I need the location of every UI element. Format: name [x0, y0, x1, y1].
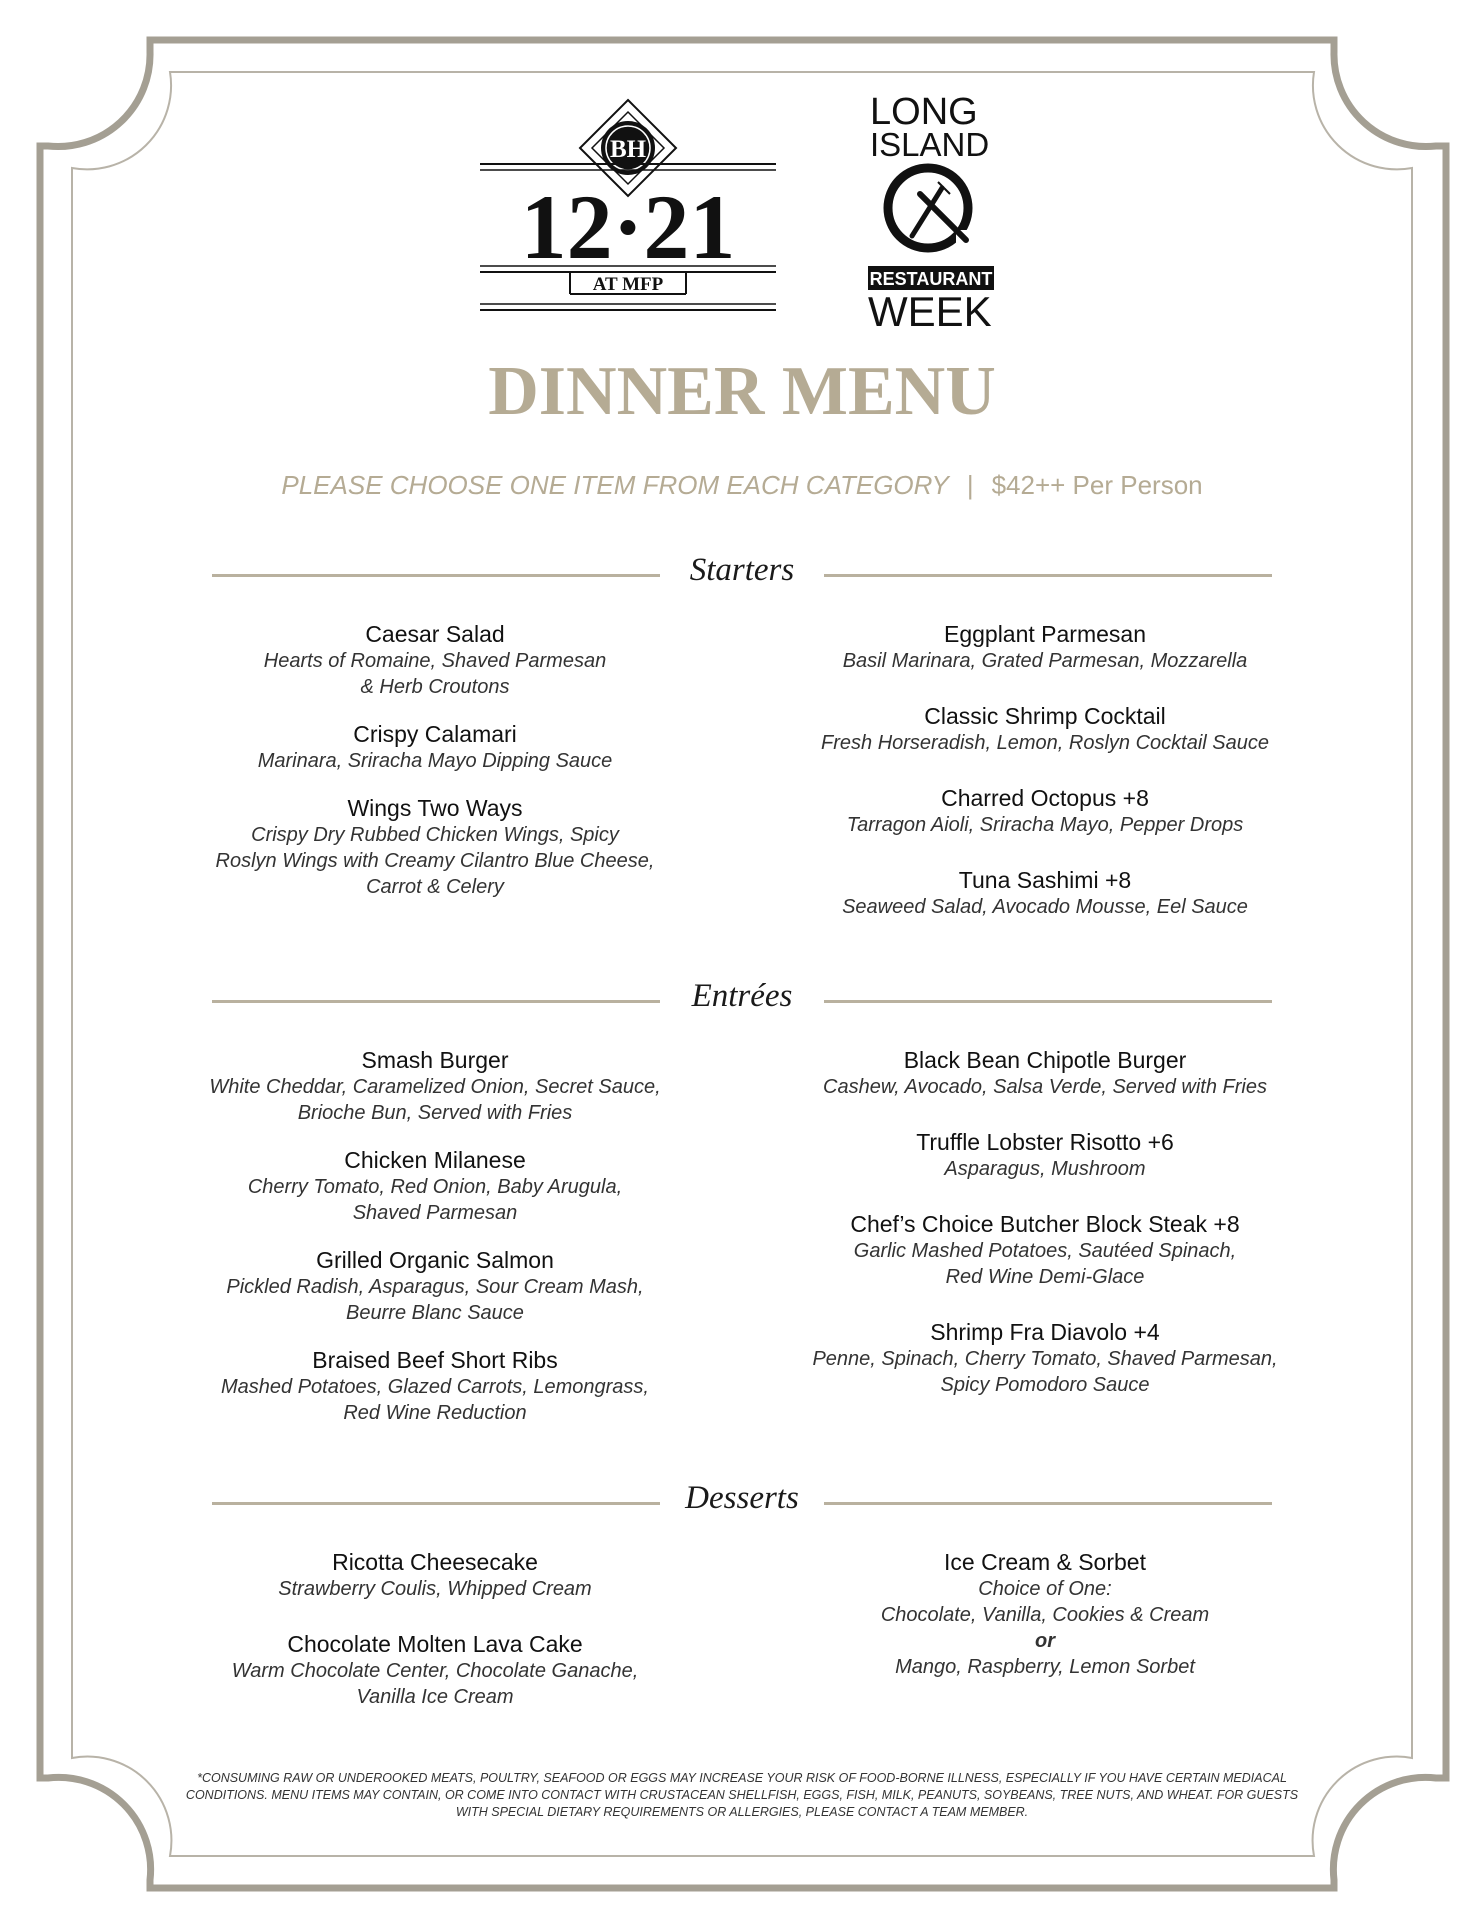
item-description: Tarragon Aioli, Sriracha Mayo, Pepper Drops — [846, 814, 1244, 836]
item-description: Fresh Horseradish, Lemon, Roslyn Cocktail Sauce — [821, 732, 1269, 754]
logo-tagline: AT MFP — [592, 274, 664, 295]
item-name: Eggplant Parmesan — [943, 621, 1146, 647]
item-name: Smash Burger — [361, 1047, 509, 1073]
menu-item — [800, 866, 1290, 920]
subtitle-separator: | — [966, 470, 974, 500]
menu-item — [190, 1246, 680, 1326]
item-name: Wings Two Ways — [347, 795, 523, 821]
item-name: Caesar Salad — [365, 621, 505, 647]
item-description: Hearts of Romaine, Shaved Parmesan — [263, 650, 607, 672]
item-description: Mashed Potatoes, Glazed Carrots, Lemongrass, — [221, 1376, 649, 1398]
item-description: Cherry Tomato, Red Onion, Baby Arugula, — [247, 1176, 623, 1198]
item-description: Vanilla Ice Cream — [356, 1686, 514, 1708]
item-description: Strawberry Coulis, Whipped Cream — [278, 1578, 592, 1600]
item-name: Crispy Calamari — [353, 721, 517, 747]
item-name: Ricotta Cheesecake — [332, 1549, 538, 1575]
divider-rule — [824, 1000, 1272, 1003]
divider-rule — [824, 574, 1272, 577]
item-description: Carrot & Celery — [366, 876, 504, 898]
menu-item — [800, 784, 1290, 838]
section-title: Entrées — [691, 978, 793, 1014]
item-description: Crispy Dry Rubbed Chicken Wings, Spicy — [251, 824, 619, 846]
allergy-disclaimer: *CONSUMING RAW OR UNDEROOKED MEATS, POULTRY, SEAFOOD OR EGGS MAY INCREASE YOUR RISK OF FOOD-BORNE ILLNESS, ESPECIALLY IF YOU HAVE CERTAIN MEDIACAL CONDITIONS. MENU ITEMS MAY CONTAIN, OR COME INTO CONTACT WITH CRUSTACEAN SHELLFISH, EGGS, FISH, MILK, PEANUTS, SOYBEANS, TREE NUTS, AND WHEAT. FOR GUESTS WITH SPECIAL DIETARY REQUIREMENTS OR ALLERGIES, PLEASE CONTACT A TEAM MEMBER. — [185, 1771, 1299, 1819]
item-name: Truffle Lobster Risotto +6 — [916, 1129, 1174, 1155]
item-name: Chocolate Molten Lava Cake — [287, 1631, 583, 1657]
fork-knife-icon — [888, 168, 978, 248]
menu-item — [190, 1046, 680, 1126]
page-title: DINNER MENU — [488, 353, 996, 430]
logo-badge: RESTAURANT — [869, 269, 993, 289]
item-name: Grilled Organic Salmon — [316, 1247, 554, 1273]
item-name: Black Bean Chipotle Burger — [903, 1047, 1187, 1073]
item-description: Penne, Spinach, Cherry Tomato, Shaved Parmesan, — [812, 1348, 1278, 1370]
item-description-or: or — [1035, 1630, 1055, 1652]
menu-item — [800, 620, 1290, 674]
item-description: & Herb Croutons — [360, 676, 510, 698]
item-name: Braised Beef Short Ribs — [312, 1347, 558, 1373]
item-description: Shaved Parmesan — [352, 1202, 518, 1224]
section-header-desserts — [212, 1480, 1272, 1524]
item-name: Charred Octopus +8 — [941, 785, 1149, 811]
restaurant-week-logo — [868, 90, 998, 330]
logo-long: LONG — [870, 91, 978, 133]
item-name: Classic Shrimp Cocktail — [924, 703, 1166, 729]
item-description: Pickled Radish, Asparagus, Sour Cream Mash, — [226, 1276, 644, 1298]
price-per-person: $42++ Per Person — [991, 470, 1203, 500]
logo-area — [0, 80, 1484, 340]
item-description: Brioche Bun, Served with Fries — [297, 1102, 573, 1124]
item-description: Beurre Blanc Sauce — [346, 1302, 524, 1324]
menu-item — [800, 1318, 1290, 1398]
menu-item — [190, 1630, 680, 1710]
item-name: Chef’s Choice Butcher Block Steak +8 — [850, 1211, 1240, 1237]
choose-instruction: PLEASE CHOOSE ONE ITEM FROM EACH CATEGORY — [281, 470, 949, 500]
section-title: Desserts — [685, 1480, 799, 1516]
menu-item — [800, 1046, 1290, 1100]
logo-week: WEEK — [868, 288, 992, 330]
item-description: Red Wine Demi-Glace — [945, 1266, 1145, 1288]
menu-item — [800, 1548, 1290, 1680]
menu-item — [800, 702, 1290, 756]
item-description: Asparagus, Mushroom — [944, 1158, 1146, 1180]
item-description: Red Wine Reduction — [343, 1402, 527, 1424]
divider-rule — [824, 1502, 1272, 1505]
section-header-entrees — [212, 978, 1272, 1022]
menu-item — [190, 1548, 680, 1602]
logo-island: ISLAND — [870, 126, 990, 163]
item-name: Tuna Sashimi +8 — [958, 867, 1132, 893]
section-title: Starters — [689, 552, 795, 588]
item-description: White Cheddar, Caramelized Onion, Secret Sauce, — [209, 1076, 661, 1098]
menu-item — [190, 720, 680, 774]
logo-number: 12·21 — [520, 176, 736, 278]
item-description: Choice of One: — [978, 1578, 1112, 1600]
item-description: Roslyn Wings with Creamy Cilantro Blue Cheese, — [215, 850, 655, 872]
section-header-starters — [212, 552, 1272, 596]
menu-item — [800, 1210, 1290, 1290]
item-description: Marinara, Sriracha Mayo Dipping Sauce — [257, 750, 613, 772]
item-name: Shrimp Fra Diavolo +4 — [930, 1319, 1160, 1345]
item-description: Mango, Raspberry, Lemon Sorbet — [895, 1656, 1195, 1678]
menu-item — [190, 1146, 680, 1226]
item-description: Garlic Mashed Potatoes, Sautéed Spinach, — [853, 1240, 1237, 1262]
menu-subtitle — [0, 470, 1484, 501]
menu-item — [190, 620, 680, 700]
menu-item — [190, 794, 680, 900]
item-description: Cashew, Avocado, Salsa Verde, Served with Fries — [823, 1076, 1267, 1098]
restaurant-logo — [478, 98, 778, 318]
item-description: Warm Chocolate Center, Chocolate Ganache, — [231, 1660, 639, 1682]
item-name: Ice Cream & Sorbet — [944, 1549, 1146, 1575]
item-description: Chocolate, Vanilla, Cookies & Cream — [880, 1604, 1210, 1626]
item-description: Seaweed Salad, Avocado Mousse, Eel Sauce — [842, 896, 1248, 918]
item-description: Basil Marinara, Grated Parmesan, Mozzarella — [842, 650, 1248, 672]
menu-item — [190, 1346, 680, 1426]
menu-item — [800, 1128, 1290, 1182]
item-description: Spicy Pomodoro Sauce — [940, 1374, 1150, 1396]
logo-monogram: BH — [609, 136, 647, 163]
item-name: Chicken Milanese — [344, 1147, 526, 1173]
